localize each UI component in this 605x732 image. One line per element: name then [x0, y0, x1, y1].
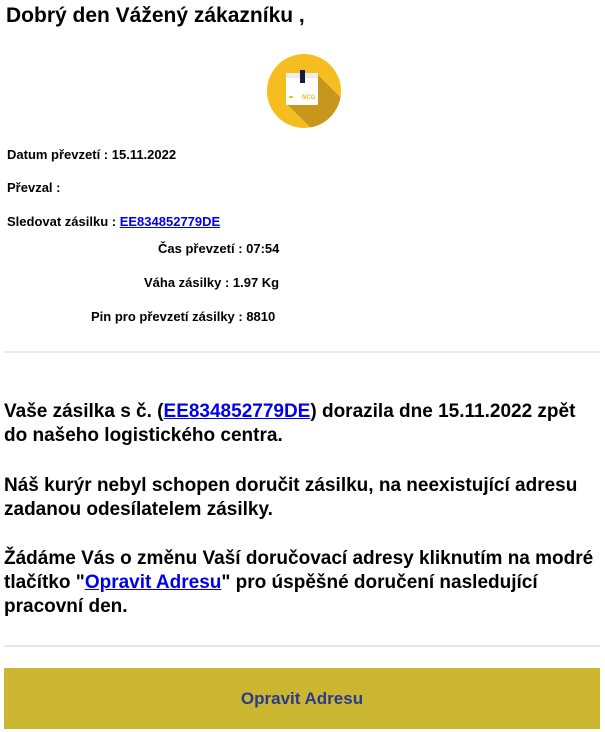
cas-prevzeti: Čas převzetí : 07:54 [158, 241, 280, 256]
message-p1-before: Vaše zásilka s č. ( [4, 401, 164, 422]
message-p1-after: ) dorazila dne 15.11.2022 zpět do našeho logistického centra. [4, 401, 576, 446]
pin-prevzeti: Pin pro převzetí zásilky : 8810 [91, 309, 276, 324]
opravit-adresu-button[interactable] [4, 668, 600, 729]
message-paragraph-1 [4, 400, 600, 448]
prevzal-label: Převzal : [7, 180, 61, 195]
package-box-label: NCG [302, 95, 316, 101]
sledovat-zasilku-label: Sledovat zásilku : [7, 214, 117, 229]
package-box-icon [266, 53, 342, 129]
package-box-icon-graphic [266, 53, 342, 129]
datum-prevzeti: Datum převzetí : 15.11.2022 [7, 147, 177, 162]
tracking-number-link-body[interactable]: EE834852779DE [163, 401, 311, 422]
opravit-adresu-link[interactable]: Opravit Adresu [84, 572, 222, 593]
sledovat-zasilku-row [7, 214, 220, 230]
divider-bottom [4, 645, 600, 647]
message-paragraph-3 [4, 547, 600, 619]
opravit-adresu-button-label: Opravit Adresu [240, 688, 364, 708]
divider-top [4, 351, 600, 353]
message-paragraph-2: Náš kurýr nebyl schopen doručit zásilku, na neexistující adresu zadanou odesílatelem zásilky. [4, 475, 578, 520]
message-p3-before: Žádáme Vás o změnu Vaší doručovací adresy kliknutím na modré tlačítko " [4, 548, 594, 593]
greeting-heading: Dobrý den Vážený zákazníku , [6, 4, 305, 27]
vaha-zasilky: Váha zásilky : 1.97 Kg [144, 275, 280, 290]
message-p3-after: " pro úspěšné doručení nasledující pracovní den. [4, 572, 538, 617]
tracking-number-link[interactable]: EE834852779DE [119, 214, 221, 229]
